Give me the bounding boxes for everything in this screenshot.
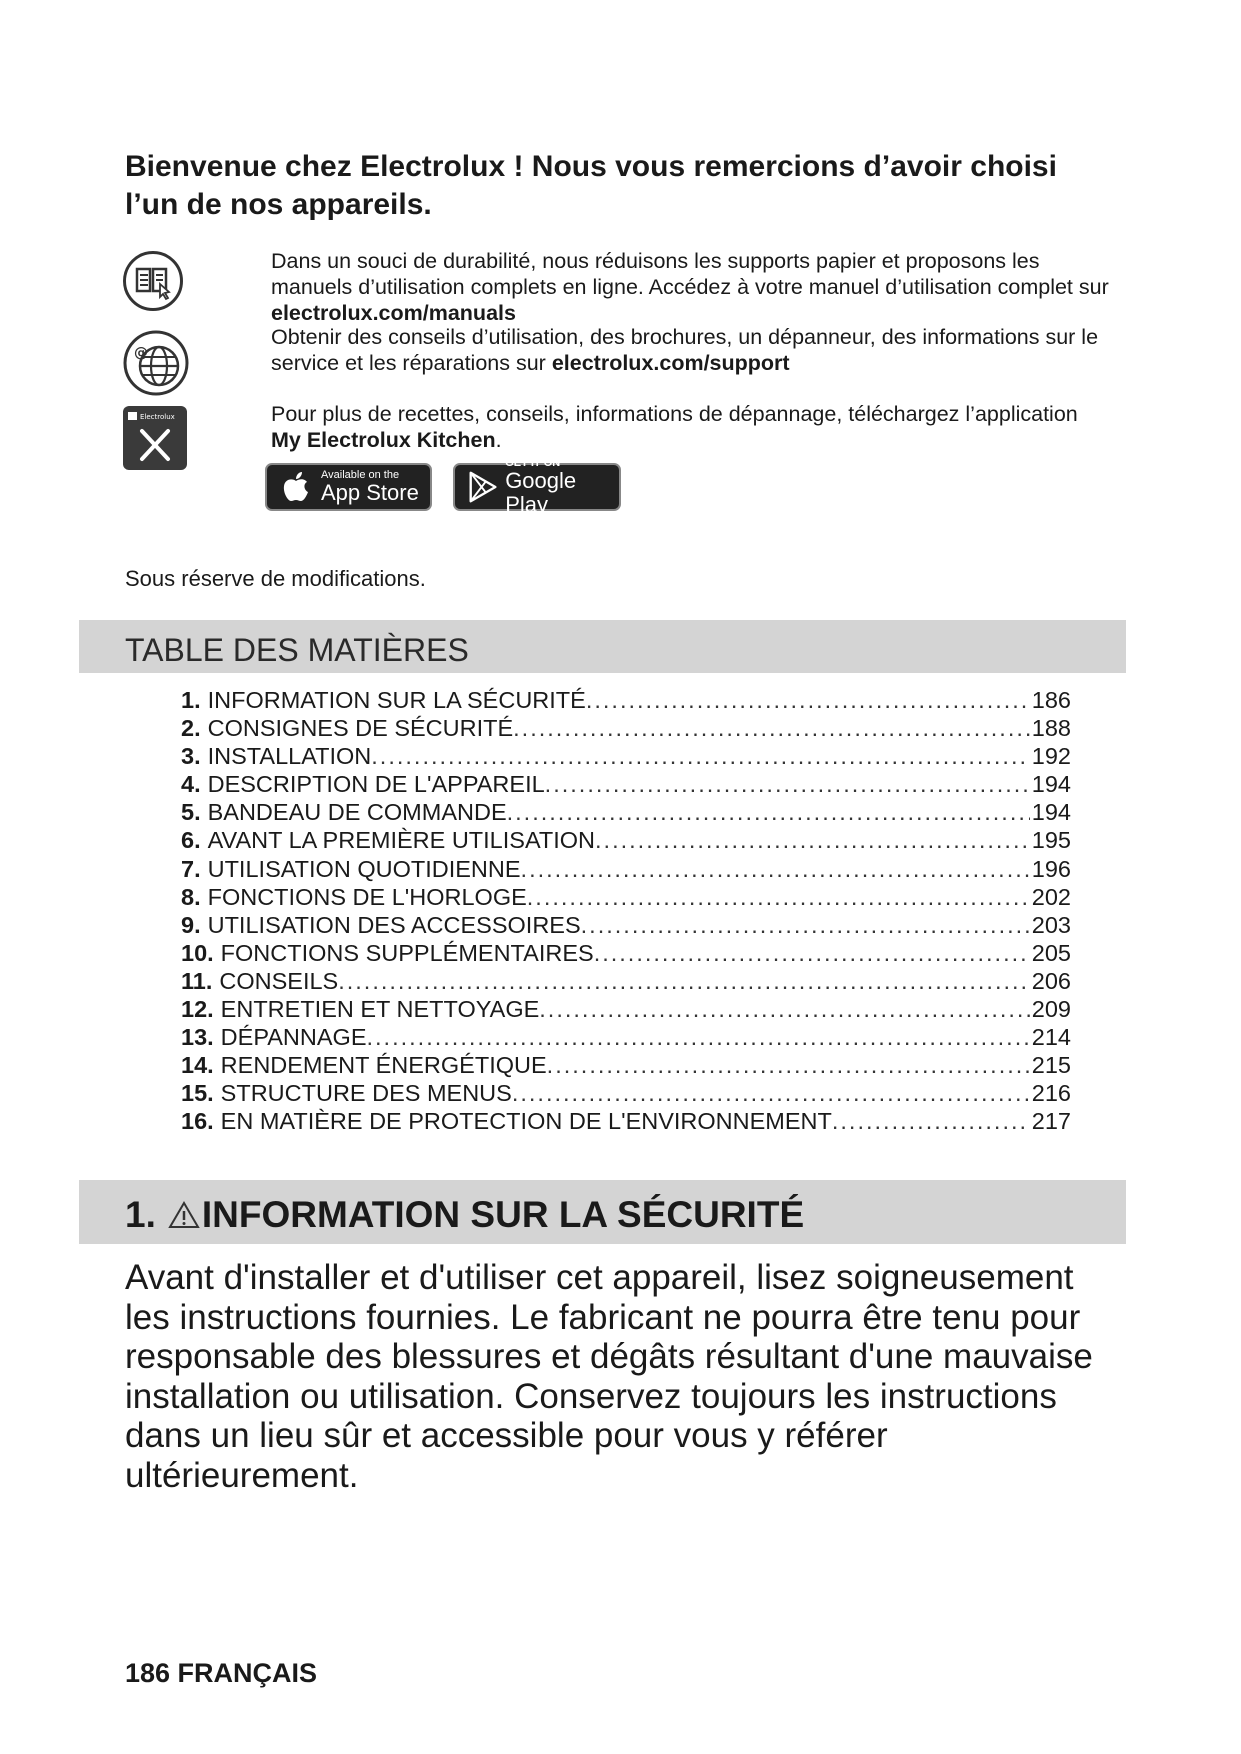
toc-item-number: 13.: [181, 1024, 214, 1051]
app-store-big-text: App Store: [321, 480, 419, 505]
section-1-body: Avant d'installer et d'utiliser cet appareil, lisez soigneusement les instructions fournies. Le fabricant ne pourra être tenu pour responsable des blessures et dégâts résultant d'une mauvaise installation ou utilisation. Conservez toujours les instructions dans un lieu sûr et accessible pour vous y référer ultérieurement.: [125, 1258, 1093, 1495]
toc-item-page: 209: [1031, 996, 1071, 1023]
toc-item-page: 216: [1031, 1080, 1071, 1107]
support-text: Obtenir des conseils d’utilisation, des brochures, un dépanneur, des informations sur le service et les réparations sur: [271, 325, 1099, 375]
google-play-big-text: Google Play: [505, 468, 577, 517]
toc-item[interactable]: [181, 1051, 1071, 1079]
toc-item[interactable]: [181, 911, 1071, 939]
toc-item[interactable]: [181, 995, 1071, 1023]
toc-item-label: UTILISATION DES ACCESSOIRES: [207, 911, 581, 938]
toc-item[interactable]: [181, 686, 1071, 714]
toc-item[interactable]: [181, 939, 1071, 967]
toc-item-number: 6.: [181, 827, 201, 854]
toc-leader-dots: [513, 714, 1030, 742]
app-paragraph: [271, 401, 1121, 453]
toc-item-page: 192: [1031, 743, 1071, 770]
app-store-badge[interactable]: [265, 463, 432, 511]
section-1-title: [125, 1194, 804, 1236]
toc-item[interactable]: [181, 798, 1071, 826]
toc-item-page: 214: [1031, 1024, 1071, 1051]
toc-title: TABLE DES MATIÈRES: [125, 632, 469, 668]
toc-item[interactable]: [181, 855, 1071, 883]
section-1-header: [79, 1180, 1126, 1244]
toc-leader-dots: [367, 1023, 1030, 1051]
toc-item-label: CONSIGNES DE SÉCURITÉ: [207, 715, 514, 742]
web-globe-icon: [122, 329, 190, 397]
app-icon-brand-text: Electrolux: [140, 413, 175, 421]
toc-item-page: 194: [1031, 799, 1071, 826]
google-play-small-text: GET IT ON: [505, 457, 561, 469]
section-1-heading-text: INFORMATION SUR LA SÉCURITÉ: [201, 1194, 805, 1235]
toc-item-label: CONSEILS: [219, 967, 339, 994]
apple-icon: [277, 467, 315, 507]
toc-leader-dots: [512, 1079, 1030, 1107]
toc-item-number: 11.: [181, 967, 213, 994]
toc-item-number: 12.: [181, 996, 214, 1023]
toc-leader-dots: [371, 742, 1030, 770]
toc-leader-dots: [595, 826, 1030, 854]
toc-item[interactable]: [181, 714, 1071, 742]
toc-item-number: 9.: [181, 911, 201, 938]
toc-item-label: FONCTIONS SUPPLÉMENTAIRES: [220, 939, 594, 966]
google-play-icon: [465, 468, 499, 506]
toc-leader-dots: [581, 911, 1030, 939]
toc-item-number: 1.: [181, 687, 201, 713]
toc-item-page: 202: [1031, 883, 1071, 910]
app-name: My Electrolux Kitchen: [271, 428, 496, 452]
toc-leader-dots: [338, 967, 1030, 995]
toc-item-label: AVANT LA PREMIÈRE UTILISATION: [207, 827, 596, 854]
toc-item-page: 188: [1031, 715, 1071, 742]
manuals-link[interactable]: electrolux.com/manuals: [271, 301, 516, 325]
warning-icon: [168, 1200, 200, 1230]
toc-item-number: 5.: [181, 799, 201, 826]
toc-item-label: EN MATIÈRE DE PROTECTION DE L'ENVIRONNEMENT: [220, 1108, 832, 1135]
toc-item-page: 194: [1031, 771, 1071, 798]
subject-to-change-note: Sous réserve de modifications.: [125, 566, 426, 591]
app-text: Pour plus de recettes, conseils, informations de dépannage, téléchargez l’application: [271, 402, 1078, 426]
toc-leader-dots: [521, 855, 1030, 883]
toc-item-number: 10.: [181, 939, 214, 966]
toc-item-number: 8.: [181, 883, 201, 910]
toc-leader-dots: [586, 686, 1030, 714]
manuals-text: Dans un souci de durabilité, nous réduisons les supports papier et proposons les manuels d’utilisation complets en ligne. Accédez à votre manuel d’utilisation complet sur: [271, 249, 1109, 299]
toc-leader-dots: [539, 995, 1030, 1023]
toc-leader-dots: [545, 770, 1030, 798]
toc-item-label: FONCTIONS DE L'HORLOGE: [207, 883, 527, 910]
toc-list: [181, 686, 1071, 1136]
toc-item-page: 215: [1031, 1052, 1071, 1079]
toc-item[interactable]: [181, 1107, 1071, 1135]
section-1-number: 1.: [125, 1194, 156, 1235]
toc-item[interactable]: [181, 1079, 1071, 1107]
toc-item-number: 4.: [181, 771, 201, 798]
toc-item-label: RENDEMENT ÉNERGÉTIQUE: [220, 1052, 547, 1079]
manuals-paragraph: [271, 248, 1121, 326]
toc-item-label: DESCRIPTION DE L'APPAREIL: [207, 771, 545, 798]
toc-item-number: 16.: [181, 1108, 214, 1135]
toc-leader-dots: [527, 883, 1030, 911]
welcome-heading: Bienvenue chez Electrolux ! Nous vous remercions d’avoir choisi l’un de nos appareils.: [125, 150, 1057, 221]
toc-item-label: BANDEAU DE COMMANDE: [207, 799, 507, 826]
toc-item-number: 7.: [181, 855, 201, 882]
toc-header: [79, 620, 1126, 673]
toc-item-label: INSTALLATION: [207, 743, 372, 770]
electrolux-kitchen-app-icon: [122, 405, 188, 471]
app-store-small-text: Available on the: [321, 469, 400, 481]
toc-item-page: 205: [1031, 939, 1071, 966]
toc-item-page: 196: [1031, 855, 1071, 882]
toc-item[interactable]: [181, 826, 1071, 854]
toc-item-page: 186: [1031, 687, 1071, 713]
toc-item-page: 203: [1031, 911, 1071, 938]
toc-item-page: 195: [1031, 827, 1071, 854]
support-link[interactable]: electrolux.com/support: [551, 351, 790, 375]
toc-leader-dots: [547, 1051, 1030, 1079]
toc-item-label: UTILISATION QUOTIDIENNE: [207, 855, 521, 882]
toc-item-label: STRUCTURE DES MENUS: [220, 1080, 512, 1107]
toc-item-number: 3.: [181, 743, 201, 770]
toc-leader-dots: [594, 939, 1030, 967]
toc-item-label: INFORMATION SUR LA SÉCURITÉ: [207, 687, 586, 713]
toc-item[interactable]: [181, 883, 1071, 911]
toc-leader-dots: [507, 798, 1030, 826]
toc-item-page: 217: [1031, 1108, 1071, 1135]
toc-item-number: 15.: [181, 1080, 214, 1107]
manual-book-icon: [122, 250, 184, 312]
toc-item[interactable]: [181, 1023, 1071, 1051]
toc-item-label: ENTRETIEN ET NETTOYAGE: [220, 996, 540, 1023]
toc-item-number: 14.: [181, 1052, 214, 1079]
toc-item-number: 2.: [181, 715, 201, 742]
toc-item[interactable]: [181, 770, 1071, 798]
support-paragraph: [271, 324, 1121, 376]
toc-item-page: 206: [1031, 967, 1071, 994]
toc-item[interactable]: [181, 967, 1071, 995]
page-footer: 186 FRANÇAIS: [125, 1658, 318, 1688]
google-play-badge[interactable]: [453, 457, 621, 517]
svg-text:@: @: [134, 345, 148, 361]
toc-leader-dots: [832, 1107, 1030, 1135]
toc-item-label: DÉPANNAGE: [220, 1024, 367, 1051]
app-text-end: .: [495, 428, 502, 452]
toc-item[interactable]: [181, 742, 1071, 770]
